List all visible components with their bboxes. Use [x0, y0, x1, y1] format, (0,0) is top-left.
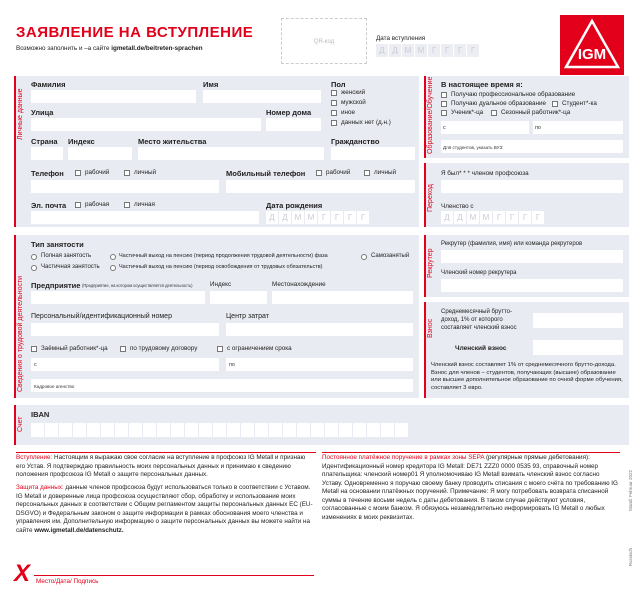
qr-placeholder: QR-код [281, 18, 367, 64]
employment-type-label: Тип занятости [31, 240, 84, 249]
contract-label: по трудовому договору [130, 345, 198, 352]
iban-cell[interactable] [241, 423, 254, 437]
contract-checkbox[interactable] [120, 346, 126, 352]
edu-dual-checkbox[interactable] [441, 101, 447, 107]
gender-other-checkbox[interactable] [331, 110, 337, 116]
iban-cell[interactable] [395, 423, 408, 437]
date-cell: М [402, 44, 414, 57]
city-label: Место жительства [138, 137, 207, 146]
iban-cell[interactable] [339, 423, 352, 437]
entry-head: Вступление: [16, 454, 53, 461]
phone-private-label: личный [134, 169, 156, 176]
privacy-text [16, 484, 314, 535]
fee-note: Членский взнос составляет 1% от среднемесячного брутто-дохода. Взнос для членов – студентов, получающих (высшее) образование или высшее дополнительное образование по очной форме обучения, составляет 3 евро. [431, 362, 623, 392]
iban-label: IBAN [31, 410, 50, 419]
fee-label: Членский взнос [455, 345, 507, 352]
side-code-2: Russisch [628, 548, 633, 567]
fee-section-label: Взнос [427, 318, 434, 338]
date-cell: Г [441, 44, 453, 57]
iban-cell[interactable] [185, 423, 198, 437]
privacy-head: Защита данных: [16, 484, 64, 491]
mobile-field[interactable] [226, 180, 415, 193]
edu-seasonal-label: Сезонный работник*-ца [501, 109, 571, 116]
iban-cell[interactable] [73, 423, 86, 437]
signature-mark: X [14, 560, 31, 587]
company-index-field[interactable] [210, 291, 267, 304]
birth-cell: Д [279, 211, 291, 224]
phone-private-checkbox[interactable] [124, 170, 130, 176]
personnel-field[interactable] [31, 323, 219, 336]
iban-cell[interactable] [269, 423, 282, 437]
street-field[interactable] [31, 118, 261, 131]
edu-vocational-checkbox[interactable] [441, 92, 447, 98]
iban-cell[interactable] [157, 423, 170, 437]
agency-label: Кадровое агенство [34, 384, 75, 389]
iban-cell[interactable] [283, 423, 296, 437]
phone-work-checkbox[interactable] [75, 170, 81, 176]
side-code: Stand: Februar 2022 [628, 470, 633, 512]
iban-cells[interactable] [31, 423, 409, 437]
education-title: В настоящее время я: [441, 80, 523, 89]
signature-field[interactable] [34, 562, 314, 576]
mobile-work-checkbox[interactable] [316, 170, 322, 176]
email-work-checkbox[interactable] [75, 202, 81, 208]
mobile-label: Мобильный телефон [226, 169, 306, 178]
sepa-body: (регулярные прямые дебетования): Идентификационный номер кредитора IG Metall: DE71 ZZZ0 0000 0535 93, справочный номер плательщика: членский номер01 Я уполномочиваю IG Metall взимать членский взнос согласно Уставу. Одновременно я поручаю своему банку проводить списания с моего счёта по требованию IG Metall на основании платёжных поручений. Примечание: Я могу потребовать возврата списанной суммы в течение восьми недель с даты дебетования. В таком случае действуют условия, согласованные с моим банком. Я обязуюсь незамедлительно информировать IG Metall о любых изменениях в моих реквизитах. [322, 454, 618, 521]
birth-cell: М [292, 211, 304, 224]
emp-partial-pension2-radio[interactable] [110, 265, 116, 271]
temp-worker-label: Заёмный работник*-ца [41, 345, 108, 352]
iban-cell[interactable] [353, 423, 366, 437]
fee-field[interactable] [533, 340, 623, 355]
edu-student-checkbox[interactable] [552, 101, 558, 107]
date-cell: М [415, 44, 427, 57]
emp-part-label: Частичная занятость [41, 264, 100, 270]
gender-none-label: данных нет (д.н.) [341, 119, 391, 126]
email-private-checkbox[interactable] [124, 202, 130, 208]
edu-vocational-label: Получаю профессиональное образование [451, 91, 576, 98]
birth-date-cells[interactable] [266, 211, 370, 224]
birth-cell: Г [344, 211, 356, 224]
date-cell: Г [454, 44, 466, 57]
subtitle-url[interactable]: igmetall.de/beitreten-sprachen [111, 45, 203, 52]
citizenship-field[interactable] [331, 147, 415, 160]
email-field[interactable] [31, 211, 259, 224]
company-note: (Предприятие, на котором осуществляется деятельность) [82, 283, 193, 288]
iban-cell[interactable] [255, 423, 268, 437]
emp-partial-pension2-label: Частичный выход на пенсию (период освобождения от трудовых обязательств) [119, 264, 323, 270]
cost-center-label: Центр затрат [226, 313, 269, 320]
transfer-union-field[interactable] [441, 180, 623, 193]
street-label: Улица [31, 108, 54, 117]
mobile-private-label: личный [374, 169, 396, 176]
iban-cell[interactable] [115, 423, 128, 437]
phone-work-label: рабочий [85, 169, 110, 176]
igm-logo [560, 15, 624, 75]
edu-pupil-checkbox[interactable] [441, 110, 447, 116]
iban-cell[interactable] [87, 423, 100, 437]
company-label: Предприятие [31, 281, 81, 290]
birth-cell: Г [357, 211, 369, 224]
transfer-cell: Г [493, 211, 505, 224]
mobile-work-label: рабочий [326, 169, 351, 176]
join-date-label: Дата вступления [376, 35, 426, 42]
emp-full-label: Полная занятость [41, 253, 92, 259]
emp-self-radio[interactable] [361, 254, 367, 260]
cost-center-field[interactable] [226, 323, 413, 336]
gender-male-checkbox[interactable] [331, 100, 337, 106]
emp-part-radio[interactable] [31, 265, 37, 271]
edu-student-label: Студент*-ка [562, 100, 597, 107]
education-section-label: Образование/Обучение [427, 76, 434, 154]
iban-cell[interactable] [325, 423, 338, 437]
citizenship-label: Гражданство [331, 137, 380, 146]
birth-label: Дата рождения [266, 201, 323, 210]
edu-from-label: с [443, 125, 446, 131]
company-index-label: Индекс [210, 281, 232, 288]
name-field[interactable] [203, 90, 321, 103]
city-field[interactable] [138, 147, 324, 160]
privacy-url[interactable]: www.igmetall.de/datenschutz. [34, 526, 124, 534]
gender-label: Пол [331, 80, 346, 89]
edu-to-label: по [535, 125, 541, 131]
gender-female-label: женский [341, 89, 366, 96]
join-date-cells[interactable] [376, 44, 480, 57]
iban-cell[interactable] [199, 423, 212, 437]
transfer-cell: Г [519, 211, 531, 224]
signature-label: Место/Дата/ Подпись [36, 578, 99, 585]
emp-from-label: с [34, 362, 37, 368]
personnel-label: Персональный/идентификационный номер [31, 313, 172, 320]
email-label: Эл. почта [31, 201, 67, 210]
fee-income-field[interactable] [533, 313, 623, 328]
legal-divider-right [322, 452, 620, 453]
gender-other-label: иное [341, 109, 355, 116]
recruiter-number-label: Членский номер рекрутера [441, 270, 517, 276]
iban-cell[interactable] [171, 423, 184, 437]
recruiter-section-label: Рекрутер [427, 248, 434, 278]
employment-section-label: Сведения о трудовой деятельности [17, 275, 24, 392]
subtitle-prefix: Возможно заполнить и –а сайте [16, 45, 110, 52]
fee-income-label: Среднемесячный брутто-доход, 1% от которого составляет членский взнос [441, 309, 517, 332]
country-label: Страна [31, 137, 58, 146]
transfer-cell: Г [506, 211, 518, 224]
recruiter-name-label: Рекрутер (фамилия, имя) или команда рекрутеров [441, 241, 583, 247]
subtitle [16, 45, 203, 52]
birth-cell: Г [318, 211, 330, 224]
transfer-since-label: Членство с [441, 203, 474, 210]
iban-cell[interactable] [129, 423, 142, 437]
iban-cell[interactable] [45, 423, 58, 437]
house-field[interactable] [266, 118, 321, 131]
email-private-label: личная [134, 201, 155, 208]
gender-none-checkbox[interactable] [331, 120, 337, 126]
phone-field[interactable] [31, 180, 219, 193]
agency-field[interactable] [31, 379, 413, 392]
sepa-head: Постоянное платёжное поручение в рамках зоны SEPA [322, 454, 485, 461]
date-cell: Д [389, 44, 401, 57]
date-cell: Д [376, 44, 388, 57]
recruiter-number-field[interactable] [441, 279, 623, 292]
house-label: Номер дома [266, 108, 312, 117]
transfer-cell: М [467, 211, 479, 224]
company-location-field[interactable] [272, 291, 413, 304]
index-field[interactable] [68, 147, 132, 160]
gender-male-label: мужской [341, 99, 366, 106]
emp-partial-pension-label: Частичный выход на пенсию (период продолжения трудовой деятельности) фаза [119, 253, 328, 259]
emp-to-field[interactable] [226, 358, 413, 371]
emp-to-label: по [229, 362, 235, 368]
gender-female-checkbox[interactable] [331, 90, 337, 96]
edu-students-note: Для студентов, указать ВУЗ: [443, 145, 504, 150]
page-title: ЗАЯВЛЕНИЕ НА ВСТУПЛЕНИЕ [16, 24, 254, 41]
iban-cell[interactable] [59, 423, 72, 437]
temp-worker-checkbox[interactable] [31, 346, 37, 352]
birth-cell: Г [331, 211, 343, 224]
name-label: Имя [203, 80, 219, 89]
mobile-private-checkbox[interactable] [364, 170, 370, 176]
iban-cell[interactable] [311, 423, 324, 437]
edu-to-field[interactable] [533, 121, 623, 134]
index-label: Индекс [68, 137, 95, 146]
limited-checkbox[interactable] [217, 346, 223, 352]
recruiter-name-field[interactable] [441, 250, 623, 263]
iban-cell[interactable] [143, 423, 156, 437]
iban-cell[interactable] [297, 423, 310, 437]
company-location-label: Местонахождение [272, 281, 326, 288]
entry-text [16, 454, 314, 480]
transfer-cell: М [480, 211, 492, 224]
entry-body: Настоящим я выражаю свое согласие на вступление в профсоюз IG Metall и признаю его Устав. Я подтверждаю правильность моих персональных данных и принимаю к сведению положения профсоюза IG Metall о защите персональных данных. [16, 454, 306, 478]
privacy-body: данные членов профсоюза будут использоваться только в соответствии с Уставом. IG Metall и доверенные лица профсоюза осуществляют сбор, обработку и использование моих персональных данных в соответствии с Общим регламентом защиты персональных данных ЕС (EU-DSGVO) и Федеральным законом о защите информации в рамках обоснования моего членства и управления им. Дополнительную информацию о защите персональных данных вы можете найти на сайте [16, 484, 313, 534]
iban-cell[interactable] [101, 423, 114, 437]
date-cell: Г [467, 44, 479, 57]
emp-partial-pension-radio[interactable] [110, 254, 116, 260]
iban-cell[interactable] [213, 423, 226, 437]
iban-cell[interactable] [367, 423, 380, 437]
personal-section-label: Личные данные [17, 88, 24, 140]
limited-label: с ограничением срока [227, 345, 292, 352]
account-section-label: Счет [17, 416, 24, 432]
transfer-cell: Д [441, 211, 453, 224]
logo-text: IGM [577, 46, 607, 63]
phone-label: Телефон [31, 169, 64, 178]
iban-cell[interactable] [31, 423, 44, 437]
iban-cell[interactable] [381, 423, 394, 437]
transfer-member-label: Я был* * * членом профсоюза [441, 170, 529, 177]
surname-field[interactable] [31, 90, 196, 103]
email-work-label: рабочая [85, 201, 110, 208]
transfer-section-label: Переход [427, 184, 434, 212]
emp-self-label: Самозанятый [371, 253, 410, 259]
company-field[interactable] [31, 291, 205, 304]
emp-from-field[interactable] [31, 358, 219, 371]
transfer-date-cells[interactable] [441, 211, 545, 224]
iban-cell[interactable] [227, 423, 240, 437]
birth-cell: М [305, 211, 317, 224]
transfer-cell: Д [454, 211, 466, 224]
date-cell: Г [428, 44, 440, 57]
edu-dual-label: Получаю дуальное образование [451, 100, 547, 107]
country-field[interactable] [31, 147, 63, 160]
logo-mark-icon [560, 15, 624, 75]
transfer-cell: Г [532, 211, 544, 224]
birth-cell: Д [266, 211, 278, 224]
edu-pupil-label: Ученик*-ца [451, 109, 484, 116]
emp-full-radio[interactable] [31, 254, 37, 260]
edu-seasonal-checkbox[interactable] [491, 110, 497, 116]
sepa-text [322, 454, 620, 522]
legal-divider-left [16, 452, 316, 453]
surname-label: Фамилия [31, 80, 66, 89]
edu-from-field[interactable] [441, 121, 529, 134]
